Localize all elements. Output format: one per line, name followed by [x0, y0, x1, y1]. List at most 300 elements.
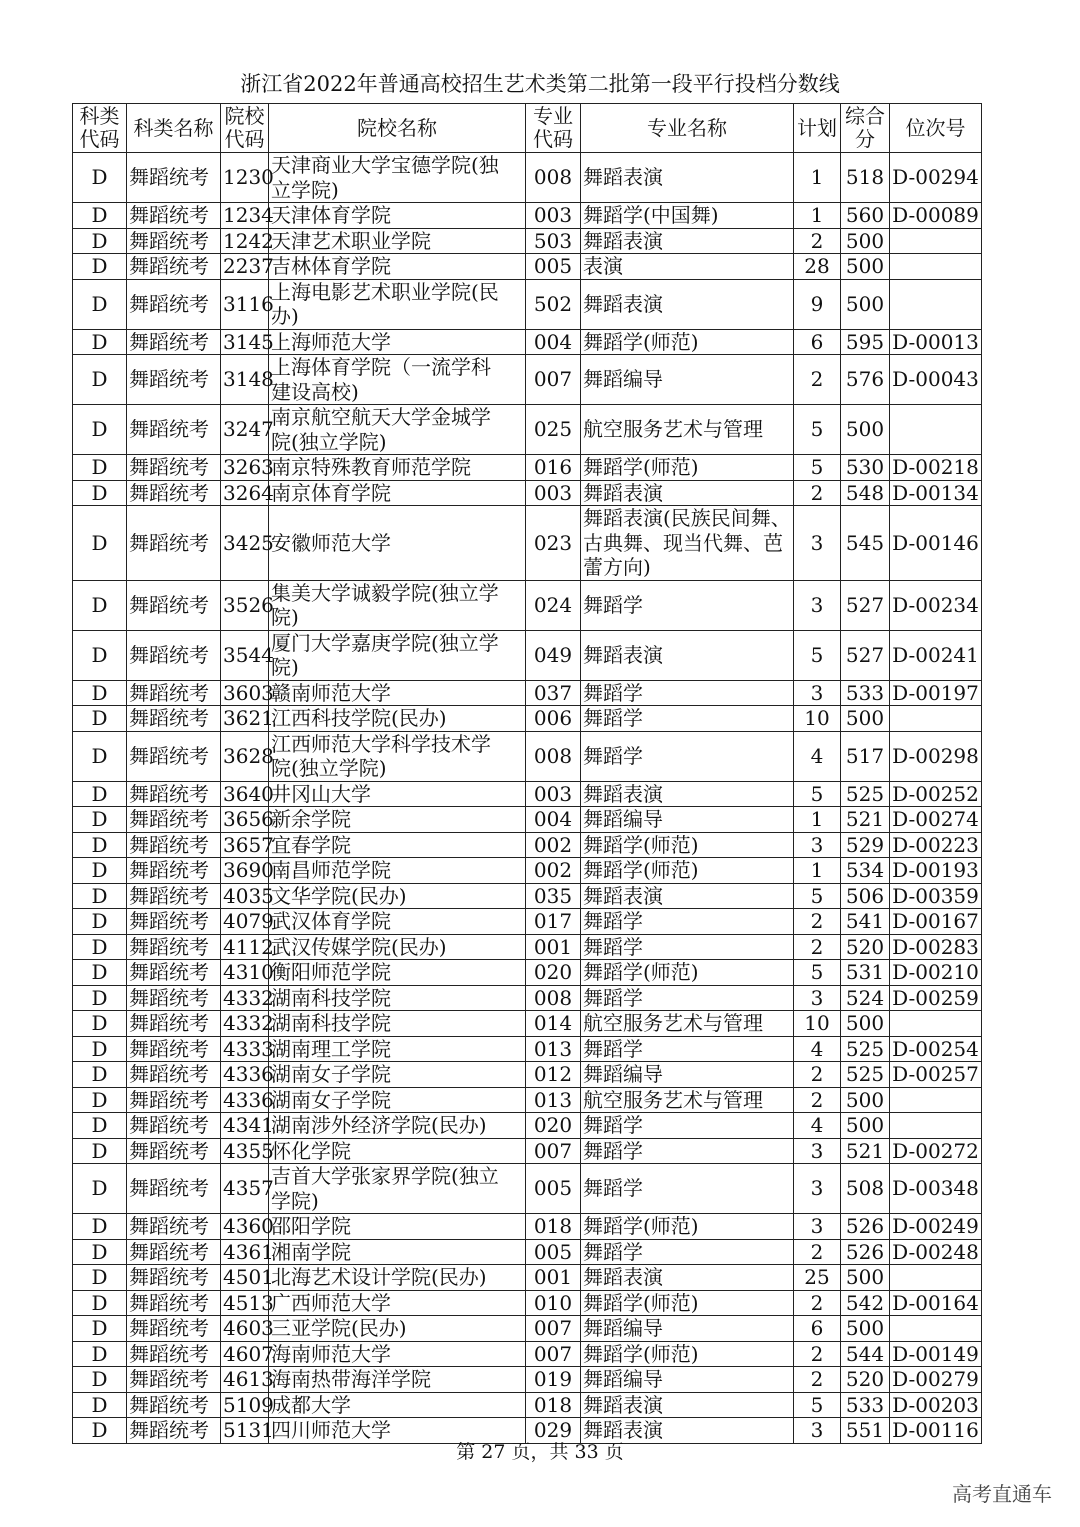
- header-school-name: 院校名称: [269, 104, 526, 153]
- cell-major-code: 002: [526, 858, 581, 884]
- cell-score: 500: [841, 1011, 890, 1037]
- cell-score: 508: [841, 1164, 890, 1214]
- cell-major-code: 005: [526, 1239, 581, 1265]
- cell-major-code: 003: [526, 480, 581, 506]
- cell-major-name: 舞蹈学: [581, 706, 794, 732]
- cell-plan: 2: [794, 480, 841, 506]
- cell-category-code: D: [73, 1418, 127, 1444]
- cell-category-code: D: [73, 455, 127, 481]
- cell-school-name: 天津商业大学宝德学院(独立学院): [269, 153, 526, 203]
- table-row: [73, 1087, 982, 1113]
- cell-major-code: 007: [526, 1138, 581, 1164]
- table-row: [73, 228, 982, 254]
- cell-category-code: D: [73, 1036, 127, 1062]
- cell-rank: D-00298: [890, 731, 982, 781]
- cell-school-code: 3264: [221, 480, 269, 506]
- cell-school-code: 3148: [221, 355, 269, 405]
- table-row: [73, 405, 982, 455]
- cell-score: 525: [841, 1036, 890, 1062]
- cell-score: 517: [841, 731, 890, 781]
- cell-score: 500: [841, 254, 890, 280]
- cell-plan: 3: [794, 1164, 841, 1214]
- cell-category-code: D: [73, 480, 127, 506]
- cell-rank: [890, 1265, 982, 1291]
- cell-school-code: 4112: [221, 934, 269, 960]
- cell-school-name: 上海电影艺术职业学院(民办): [269, 279, 526, 329]
- cell-school-name: 吉首大学张家界学院(独立学院): [269, 1164, 526, 1214]
- cell-score: 533: [841, 680, 890, 706]
- cell-rank: [890, 1011, 982, 1037]
- cell-category-name: 舞蹈统考: [127, 1011, 221, 1037]
- cell-major-code: 004: [526, 329, 581, 355]
- cell-major-name: 舞蹈学(师范): [581, 455, 794, 481]
- header-category-name: 科类名称: [127, 104, 221, 153]
- cell-school-name: 湖南女子学院: [269, 1062, 526, 1088]
- cell-major-code: 004: [526, 807, 581, 833]
- cell-major-code: 007: [526, 1316, 581, 1342]
- cell-rank: D-00167: [890, 909, 982, 935]
- cell-plan: 5: [794, 960, 841, 986]
- cell-major-code: 005: [526, 1164, 581, 1214]
- cell-school-code: 4332: [221, 985, 269, 1011]
- table-row: [73, 909, 982, 935]
- cell-school-code: 4607: [221, 1341, 269, 1367]
- cell-category-name: 舞蹈统考: [127, 909, 221, 935]
- cell-major-code: 005: [526, 254, 581, 280]
- cell-plan: 4: [794, 731, 841, 781]
- cell-school-name: 北海艺术设计学院(民办): [269, 1265, 526, 1291]
- cell-score: 526: [841, 1214, 890, 1240]
- cell-major-name: 舞蹈编导: [581, 355, 794, 405]
- cell-score: 521: [841, 807, 890, 833]
- cell-school-code: 3425: [221, 506, 269, 581]
- cell-rank: [890, 254, 982, 280]
- cell-category-name: 舞蹈统考: [127, 1418, 221, 1444]
- cell-rank: D-00218: [890, 455, 982, 481]
- cell-score: 527: [841, 580, 890, 630]
- table-row: [73, 1316, 982, 1342]
- cell-plan: 10: [794, 1011, 841, 1037]
- cell-category-name: 舞蹈统考: [127, 630, 221, 680]
- cell-rank: D-00164: [890, 1290, 982, 1316]
- cell-rank: D-00252: [890, 781, 982, 807]
- table-row: [73, 355, 982, 405]
- cell-plan: 3: [794, 985, 841, 1011]
- cell-major-name: 舞蹈学: [581, 680, 794, 706]
- cell-category-code: D: [73, 934, 127, 960]
- cell-major-name: 舞蹈表演: [581, 153, 794, 203]
- cell-category-code: D: [73, 1367, 127, 1393]
- cell-category-name: 舞蹈统考: [127, 480, 221, 506]
- cell-school-code: 3628: [221, 731, 269, 781]
- cell-major-code: 014: [526, 1011, 581, 1037]
- cell-plan: 2: [794, 1087, 841, 1113]
- cell-major-name: 舞蹈编导: [581, 807, 794, 833]
- cell-score: 506: [841, 883, 890, 909]
- cell-plan: 10: [794, 706, 841, 732]
- cell-major-code: 013: [526, 1087, 581, 1113]
- cell-school-name: 上海体育学院（一流学科建设高校): [269, 355, 526, 405]
- cell-school-name: 吉林体育学院: [269, 254, 526, 280]
- cell-category-name: 舞蹈统考: [127, 203, 221, 229]
- cell-plan: 1: [794, 153, 841, 203]
- cell-category-code: D: [73, 203, 127, 229]
- cell-school-code: 4355: [221, 1138, 269, 1164]
- cell-category-name: 舞蹈统考: [127, 153, 221, 203]
- cell-school-name: 湖南理工学院: [269, 1036, 526, 1062]
- cell-category-name: 舞蹈统考: [127, 731, 221, 781]
- table-row: [73, 1113, 982, 1139]
- cell-category-name: 舞蹈统考: [127, 1239, 221, 1265]
- cell-major-code: 013: [526, 1036, 581, 1062]
- cell-plan: 1: [794, 203, 841, 229]
- cell-score: 551: [841, 1418, 890, 1444]
- cell-school-name: 天津艺术职业学院: [269, 228, 526, 254]
- table-row: [73, 1392, 982, 1418]
- cell-category-name: 舞蹈统考: [127, 506, 221, 581]
- watermark: 高考直通车: [952, 1482, 1052, 1506]
- cell-category-code: D: [73, 680, 127, 706]
- cell-major-name: 舞蹈学: [581, 985, 794, 1011]
- table-row: [73, 203, 982, 229]
- cell-school-code: 1230: [221, 153, 269, 203]
- cell-rank: D-00254: [890, 1036, 982, 1062]
- cell-category-code: D: [73, 254, 127, 280]
- cell-score: 533: [841, 1392, 890, 1418]
- table-row: [73, 858, 982, 884]
- cell-category-code: D: [73, 1011, 127, 1037]
- cell-school-name: 集美大学诚毅学院(独立学院): [269, 580, 526, 630]
- cell-major-code: 020: [526, 1113, 581, 1139]
- cell-score: 560: [841, 203, 890, 229]
- cell-rank: [890, 405, 982, 455]
- cell-major-name: 舞蹈学: [581, 731, 794, 781]
- table-row: [73, 1011, 982, 1037]
- cell-category-code: D: [73, 832, 127, 858]
- cell-score: 541: [841, 909, 890, 935]
- cell-category-name: 舞蹈统考: [127, 1265, 221, 1291]
- cell-major-name: 舞蹈表演: [581, 1418, 794, 1444]
- cell-plan: 1: [794, 858, 841, 884]
- cell-rank: D-00193: [890, 858, 982, 884]
- table-header-row: [73, 104, 982, 153]
- cell-plan: 3: [794, 506, 841, 581]
- cell-school-code: 3116: [221, 279, 269, 329]
- cell-school-name: 海南师范大学: [269, 1341, 526, 1367]
- cell-major-name: 舞蹈学: [581, 934, 794, 960]
- score-table: [72, 103, 982, 1444]
- cell-category-code: D: [73, 807, 127, 833]
- cell-score: 520: [841, 934, 890, 960]
- cell-school-code: 3544: [221, 630, 269, 680]
- cell-school-code: 4336: [221, 1062, 269, 1088]
- cell-rank: D-00294: [890, 153, 982, 203]
- cell-category-code: D: [73, 1239, 127, 1265]
- cell-major-code: 018: [526, 1392, 581, 1418]
- cell-school-name: 湘南学院: [269, 1239, 526, 1265]
- cell-major-code: 502: [526, 279, 581, 329]
- cell-school-name: 海南热带海洋学院: [269, 1367, 526, 1393]
- cell-category-name: 舞蹈统考: [127, 1113, 221, 1139]
- cell-school-name: 成都大学: [269, 1392, 526, 1418]
- cell-major-code: 020: [526, 960, 581, 986]
- cell-rank: [890, 228, 982, 254]
- cell-category-name: 舞蹈统考: [127, 1138, 221, 1164]
- cell-school-code: 3247: [221, 405, 269, 455]
- cell-major-name: 航空服务艺术与管理: [581, 1011, 794, 1037]
- cell-plan: 4: [794, 1036, 841, 1062]
- cell-category-code: D: [73, 1316, 127, 1342]
- cell-score: 534: [841, 858, 890, 884]
- table-row: [73, 279, 982, 329]
- cell-school-code: 4310: [221, 960, 269, 986]
- cell-major-name: 舞蹈学: [581, 1164, 794, 1214]
- cell-major-name: 舞蹈学: [581, 1138, 794, 1164]
- cell-category-name: 舞蹈统考: [127, 279, 221, 329]
- table-row: [73, 985, 982, 1011]
- cell-score: 595: [841, 329, 890, 355]
- cell-plan: 2: [794, 228, 841, 254]
- cell-rank: D-00283: [890, 934, 982, 960]
- cell-rank: D-00210: [890, 960, 982, 986]
- cell-score: 525: [841, 781, 890, 807]
- cell-major-name: 舞蹈表演: [581, 228, 794, 254]
- cell-category-name: 舞蹈统考: [127, 1062, 221, 1088]
- table-row: [73, 1062, 982, 1088]
- cell-major-code: 049: [526, 630, 581, 680]
- table-row: [73, 1367, 982, 1393]
- table-row: [73, 731, 982, 781]
- cell-plan: 3: [794, 1214, 841, 1240]
- cell-major-name: 舞蹈表演: [581, 630, 794, 680]
- cell-major-code: 024: [526, 580, 581, 630]
- table-body: [73, 153, 982, 1444]
- header-category-code: 科类代码: [73, 104, 127, 153]
- cell-category-code: D: [73, 985, 127, 1011]
- page-title: 浙江省2022年普通高校招生艺术类第二批第一段平行投档分数线: [240, 72, 840, 96]
- cell-school-code: 1234: [221, 203, 269, 229]
- table-row: [73, 1290, 982, 1316]
- cell-category-name: 舞蹈统考: [127, 858, 221, 884]
- cell-school-name: 湖南涉外经济学院(民办): [269, 1113, 526, 1139]
- cell-plan: 5: [794, 781, 841, 807]
- cell-category-name: 舞蹈统考: [127, 680, 221, 706]
- cell-school-code: 3603: [221, 680, 269, 706]
- cell-category-code: D: [73, 153, 127, 203]
- cell-category-name: 舞蹈统考: [127, 832, 221, 858]
- table-row: [73, 960, 982, 986]
- table-row: [73, 883, 982, 909]
- table-row: [73, 329, 982, 355]
- cell-plan: 3: [794, 680, 841, 706]
- cell-major-code: 018: [526, 1214, 581, 1240]
- cell-major-name: 舞蹈表演: [581, 883, 794, 909]
- cell-school-name: 衡阳师范学院: [269, 960, 526, 986]
- cell-school-code: 3621: [221, 706, 269, 732]
- cell-plan: 2: [794, 355, 841, 405]
- cell-category-code: D: [73, 630, 127, 680]
- cell-score: 548: [841, 480, 890, 506]
- cell-category-name: 舞蹈统考: [127, 329, 221, 355]
- cell-category-code: D: [73, 960, 127, 986]
- cell-school-code: 3640: [221, 781, 269, 807]
- cell-rank: D-00134: [890, 480, 982, 506]
- cell-school-name: 武汉体育学院: [269, 909, 526, 935]
- cell-school-name: 厦门大学嘉庚学院(独立学院): [269, 630, 526, 680]
- table-row: [73, 1265, 982, 1291]
- cell-school-code: 3657: [221, 832, 269, 858]
- cell-category-name: 舞蹈统考: [127, 985, 221, 1011]
- table-row: [73, 934, 982, 960]
- header-school-code: 院校代码: [221, 104, 269, 153]
- cell-category-code: D: [73, 1341, 127, 1367]
- cell-category-code: D: [73, 909, 127, 935]
- cell-school-name: 广西师范大学: [269, 1290, 526, 1316]
- cell-major-name: 舞蹈编导: [581, 1062, 794, 1088]
- cell-major-name: 舞蹈编导: [581, 1316, 794, 1342]
- cell-score: 520: [841, 1367, 890, 1393]
- cell-category-name: 舞蹈统考: [127, 405, 221, 455]
- cell-school-name: 武汉传媒学院(民办): [269, 934, 526, 960]
- cell-school-code: 4357: [221, 1164, 269, 1214]
- cell-rank: D-00223: [890, 832, 982, 858]
- cell-major-code: 007: [526, 1341, 581, 1367]
- cell-school-name: 南京航空航天大学金城学院(独立学院): [269, 405, 526, 455]
- cell-category-name: 舞蹈统考: [127, 1164, 221, 1214]
- cell-major-name: 航空服务艺术与管理: [581, 1087, 794, 1113]
- table-row: [73, 1164, 982, 1214]
- cell-score: 576: [841, 355, 890, 405]
- cell-rank: D-00043: [890, 355, 982, 405]
- cell-score: 500: [841, 228, 890, 254]
- cell-category-code: D: [73, 580, 127, 630]
- cell-category-code: D: [73, 1265, 127, 1291]
- cell-score: 526: [841, 1239, 890, 1265]
- cell-school-code: 4501: [221, 1265, 269, 1291]
- cell-category-code: D: [73, 1138, 127, 1164]
- cell-major-name: 舞蹈学: [581, 1113, 794, 1139]
- cell-major-name: 舞蹈表演: [581, 1265, 794, 1291]
- cell-major-code: 008: [526, 153, 581, 203]
- table-row: [73, 1036, 982, 1062]
- cell-score: 531: [841, 960, 890, 986]
- cell-school-code: 4332: [221, 1011, 269, 1037]
- cell-rank: D-00197: [890, 680, 982, 706]
- cell-score: 500: [841, 405, 890, 455]
- cell-rank: D-00241: [890, 630, 982, 680]
- table-row: [73, 506, 982, 581]
- cell-school-code: 4513: [221, 1290, 269, 1316]
- cell-plan: 5: [794, 1392, 841, 1418]
- cell-major-name: 舞蹈学(师范): [581, 1290, 794, 1316]
- cell-major-name: 航空服务艺术与管理: [581, 405, 794, 455]
- cell-major-name: 舞蹈表演: [581, 1392, 794, 1418]
- cell-major-code: 025: [526, 405, 581, 455]
- table-row: [73, 832, 982, 858]
- cell-major-code: 001: [526, 934, 581, 960]
- table-row: [73, 630, 982, 680]
- cell-school-name: 安徽师范大学: [269, 506, 526, 581]
- cell-rank: D-00248: [890, 1239, 982, 1265]
- cell-school-code: 3656: [221, 807, 269, 833]
- cell-plan: 3: [794, 580, 841, 630]
- cell-major-name: 舞蹈表演: [581, 480, 794, 506]
- cell-school-name: 四川师范大学: [269, 1418, 526, 1444]
- cell-school-code: 1242: [221, 228, 269, 254]
- cell-score: 545: [841, 506, 890, 581]
- cell-category-name: 舞蹈统考: [127, 1367, 221, 1393]
- cell-major-code: 008: [526, 985, 581, 1011]
- table-row: [73, 781, 982, 807]
- cell-major-code: 007: [526, 355, 581, 405]
- cell-category-name: 舞蹈统考: [127, 934, 221, 960]
- header-score: 综合分: [841, 104, 890, 153]
- cell-major-code: 029: [526, 1418, 581, 1444]
- cell-school-name: 上海师范大学: [269, 329, 526, 355]
- cell-plan: 6: [794, 329, 841, 355]
- cell-plan: 6: [794, 1316, 841, 1342]
- cell-school-name: 怀化学院: [269, 1138, 526, 1164]
- cell-rank: D-00359: [890, 883, 982, 909]
- cell-major-code: 037: [526, 680, 581, 706]
- cell-category-code: D: [73, 1290, 127, 1316]
- cell-major-name: 舞蹈学(师范): [581, 1214, 794, 1240]
- cell-school-code: 4035: [221, 883, 269, 909]
- cell-school-name: 天津体育学院: [269, 203, 526, 229]
- cell-category-code: D: [73, 858, 127, 884]
- cell-plan: 3: [794, 1138, 841, 1164]
- cell-plan: 2: [794, 1367, 841, 1393]
- cell-school-name: 三亚学院(民办): [269, 1316, 526, 1342]
- cell-rank: D-00116: [890, 1418, 982, 1444]
- header-rank: 位次号: [890, 104, 982, 153]
- cell-school-name: 新余学院: [269, 807, 526, 833]
- cell-major-name: 舞蹈学(师范): [581, 1341, 794, 1367]
- header-plan: 计划: [794, 104, 841, 153]
- cell-school-name: 湖南科技学院: [269, 985, 526, 1011]
- cell-major-name: 舞蹈学(师范): [581, 832, 794, 858]
- cell-major-name: 舞蹈表演(民族民间舞、古典舞、现当代舞、芭蕾方向): [581, 506, 794, 581]
- cell-major-name: 表演: [581, 254, 794, 280]
- cell-category-code: D: [73, 1062, 127, 1088]
- header-major-name: 专业名称: [581, 104, 794, 153]
- cell-school-name: 南京特殊教育师范学院: [269, 455, 526, 481]
- cell-score: 500: [841, 1113, 890, 1139]
- cell-score: 500: [841, 1316, 890, 1342]
- cell-category-name: 舞蹈统考: [127, 1087, 221, 1113]
- cell-school-name: 江西科技学院(民办): [269, 706, 526, 732]
- cell-rank: D-00249: [890, 1214, 982, 1240]
- cell-rank: [890, 279, 982, 329]
- cell-major-code: 003: [526, 203, 581, 229]
- cell-category-code: D: [73, 329, 127, 355]
- cell-category-code: D: [73, 279, 127, 329]
- cell-school-code: 3145: [221, 329, 269, 355]
- cell-rank: D-00348: [890, 1164, 982, 1214]
- table-row: [73, 1239, 982, 1265]
- cell-school-name: 江西师范大学科学技术学院(独立学院): [269, 731, 526, 781]
- cell-school-code: 4613: [221, 1367, 269, 1393]
- cell-score: 527: [841, 630, 890, 680]
- cell-major-code: 001: [526, 1265, 581, 1291]
- cell-plan: 1: [794, 807, 841, 833]
- cell-school-name: 井冈山大学: [269, 781, 526, 807]
- cell-major-name: 舞蹈编导: [581, 1367, 794, 1393]
- cell-rank: [890, 1087, 982, 1113]
- cell-category-name: 舞蹈统考: [127, 1316, 221, 1342]
- cell-plan: 2: [794, 1341, 841, 1367]
- cell-rank: D-00149: [890, 1341, 982, 1367]
